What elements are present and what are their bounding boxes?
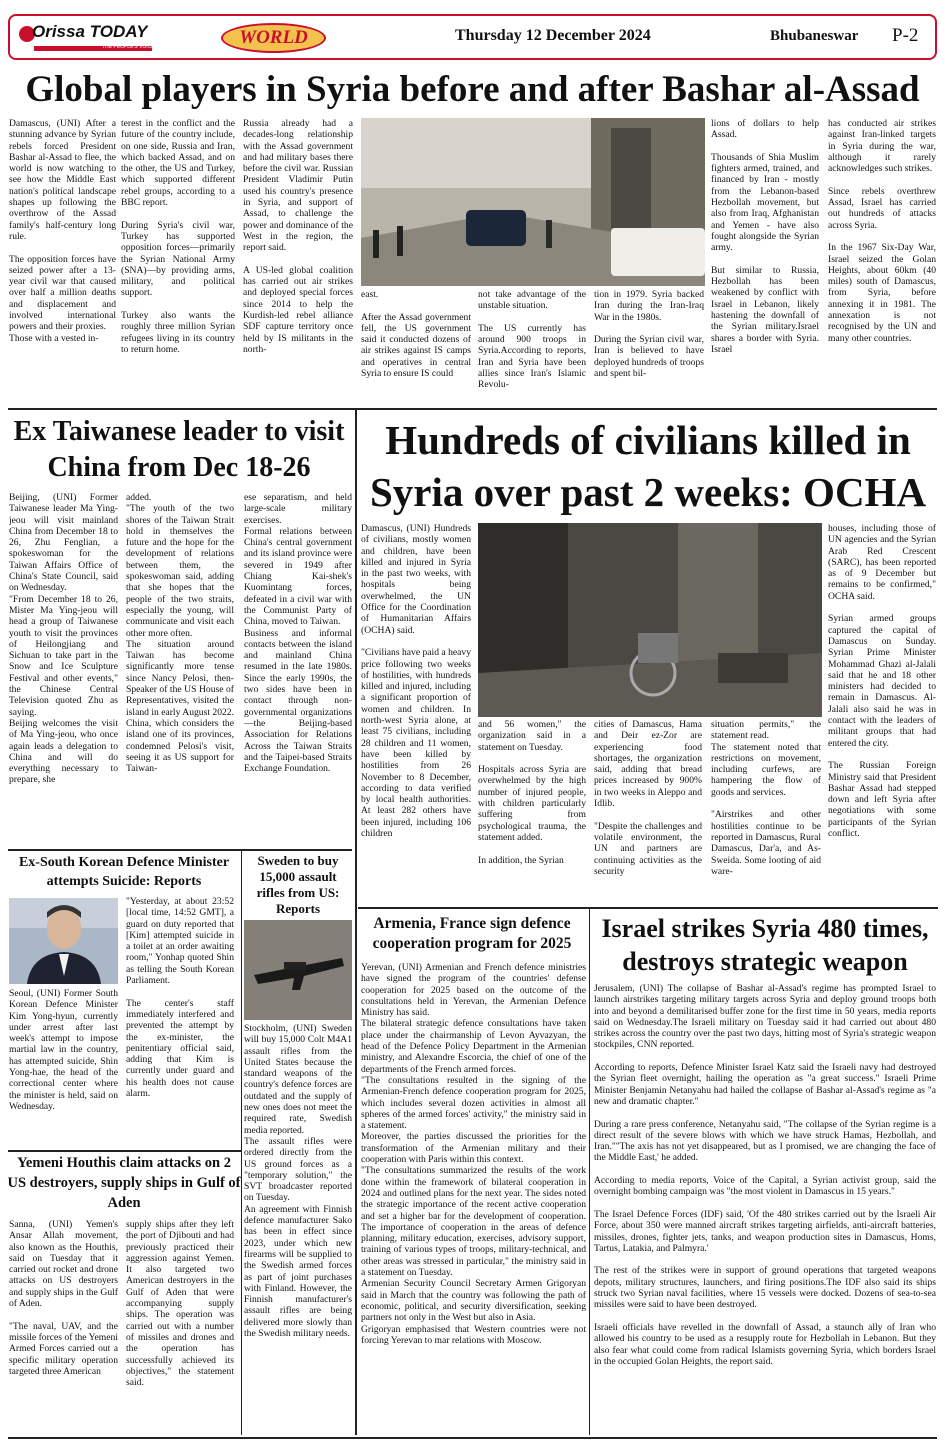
a6-col1: Stockholm, (UNI) Sweden will buy 15,000 Colt M4A1 assault rifles from the United States because the standard weapons of the country's defence forces are outdated and the supply of new ones does not meet the required rate, Swedish media reported. The assault rifles were ordered directly from the US ground forces as a "temporary solution," the SVT broadcaster reported on Tuesday. An agreement with Finnish defence manufacturer Sako has been in effect since 2023, under which new firearms will be supplied to the Swedish armed forces as part of joint purchases with Finland. However, the Finnish manufacturer's assault rifles are being delivered more slowly than the Swedish military needs. [244,1023,352,1340]
hospital-photo [478,523,822,717]
a3-col2: and 56 women," the organization said in a statement on Tuesday. Hospitals across Syria are overwhelmed by the high number of injured people, with children particularly suffering from psychological trauma, the statement added. In addition, the Syrian [478,719,586,866]
a1-col7: lions of dollars to help Assad. Thousands of Shia Muslim fighters armed, trained, and financed by Iran - mostly from the Lebanon-based Hezbollah movement, but also from Iraq, Afghanistan and Yemen - have also fought alongside the Syrian army. But similar to Russia, Hezbollah has been weakened by conflict with Israel in Lebanon, likely hastening the downfall of the Syrian military.Israel shares a border with Syria. Israel [711,118,819,355]
page-number: P-2 [892,25,919,46]
a4-photo [9,898,118,984]
divider-mid [358,907,938,909]
a2-col1: Beijing, (UNI) Former Taiwanese leader Ma Ying-jeou will visit mainland China from December 18 to 26, Zhu Fenglian, a spokeswoman for the Taiwan Affairs Office of China's State Council, said on Wednesday. "From December 18 to 26, Mister Ma Ying-jeou will head a group of Taiwanese youth to visit the provinces of Heilongjiang and Sichuan to take part in the Snow and Ice Sculpture Festival and other events," the Chinese Central Television quoted Zhu as saying. Beijing welcomes the visit of Ma Ying-jeou, who once again leads a delegation to China and will do everything necessary to prepare, she [9,492,118,786]
a1-photo [361,118,705,286]
portrait-photo [9,898,118,984]
a3-col1: Damascus, (UNI) Hundreds of civilians, mostly women and children, have been killed and injured in Syria in the past two weeks, with hospitals being overwhelmed, the UN Office for the Coordination of Humanitarian Affairs (OCHA) said. "Civilians have paid a heavy price following two weeks of hostilities, with hundreds killed and injured, including a significant proportion of women and children. In north-west Syria alone, at least 75 civilians, including 28 children and 11 women, have been killed by hostilities from 26 November to 8 December, according to data verified by local health authorities. At least 282 others have been injured, including 106 children [361,523,471,840]
masthead-date: Thursday 12 December 2024 [455,27,651,44]
divider-a8 [589,909,590,1435]
a1-col1: Damascus, (UNI) After a stunning advance by Syrian rebels forced President Bashar al-Assad to flee, the world is now watching to see how the Middle East nation's political landscape shapes up following the overthrow of the Assad family's half-century long rule. The opposition forces have seized power after a 13-year civil war that caused over half a million deaths and displacement and involved international powers and their proxies. Those with a vested in- [9,118,116,344]
divider-bottom [8,1437,937,1439]
logo [16,20,156,56]
a3-photo [478,523,822,717]
rifle-photo [244,920,352,1020]
divider-top [8,408,937,410]
a8-col1: Jerusalem, (UNI) The collapse of Bashar al-Assad's regime has prompted Israel to launch airstrikes targeting military targets across Syria and deploy ground troops both into and beyond a demilitarised buffer zone for the first time in 50 years, media reports said on Wednesday.The Israeli military on Tuesday said it had carried out about 480 strikes across the country over the past two days, hitting most of Syria's strategic weapon stockpiles, CNN reported. According to reports, Defence Minister Israel Katz said the Israeli navy had destroyed the Syrian fleet overnight, hailing the operation as "a great success." Israeli Prime Minister Benjamin Netanyahu had hailed the collapse of Bashar al-Assad's regime as "a new and dramatic chapter." During a rare press conference, Netanyahu said, "The collapse of the Syrian regime is a direct result of the severe blows with which we have struck Hamas, Hezbollah, and Iran.""The axis has not yet disappeared, but as I promised, we are changing the face of the Middle East,' he added. According to media reports, Voice of the Capital, a Syrian activist group, said the overnight bombing campaign was "the most violent in Damascus in 15 years." The Israel Defence Forces (IDF) said, 'Of the 480 strikes carried out by the Israeli Air Force, about 350 were manned aircraft strikes targeting airfields, anti-aircraft batteries, missiles, drones, fighter jets, tanks, and weapon production sites in Damascus, Homs, Tartus, Latakia, and Palmyra.' The rest of the strikes were in support of ground operations that targeted weapons depots, military structures, launchers, and firing positions.The IDF also said its ships struck two Syrian naval facilities, where 15 vessels were docked. Dozens of sea-to-sea missiles were said to have been destroyed. Israeli officials have revelled in the downfall of Assad, a staunch ally of Iran who allowed his country to be used as a resupply route for Hezbollah in Lebanon. But they also fear what could come from radical Islamists governing Syria, which borders Israel in the occupied Golan Heights, the report said. [594,983,936,1367]
a5-headline: Yemeni Houthis claim attacks on 2 US destroyers, supply ships in Gulf of Aden [7,1155,241,1211]
a1-col6: tion in 1979. Syria backed Iran during the Iran-Iraq War in the 1980s. During the Syrian civil war, Iran is believed to have deployed hundreds of troops and spent bil- [594,289,704,380]
logo-tagline: THE PEOPLE'S VOICE [102,44,155,50]
logo-text: Orissa TODAY [32,22,148,41]
masthead-city: Bhubaneswar [770,28,859,44]
section-badge [221,23,326,53]
street-scene-photo [361,118,705,286]
a4-headline: Ex-South Korean Defence Minister attempts Suicide: Reports [18,855,230,889]
a7-col1: Yerevan, (UNI) Armenian and French defence ministries have signed the program of the countries' defense cooperation for 2025 based on the outcome of the consultations held in Yerevan, the Armenian Defence Ministry has said. The bilateral strategic defence consultations have taken place under the chairmanship of Levon Ayvazyan, the head of the Defence Policy Department in the Armenian ministry, and Alexandre Escorcia, the chief of one of the departments of the French armed forces. "The consultations resulted in the signing of the Armenian-French defence cooperation program for 2025, which includes several dozen activities in almost all spheres of the armed forces' activity," the ministry said in a statement. Moreover, the parties discussed the priorities for the transformation of the Armenian military and their cooperation with Paris within this context. "The consultations summarized the results of the work done within the framework of bilateral cooperation in 2024 and outlined plans for the next year. The sides noted the strategic importance of the recent active cooperation and set a higher bar for the development of cooperation. The importance of cooperation in the areas of defence planning, military education, exercises, advisory support, training of various types of troops, military-technical, and other areas was stressed in particular," the ministry said in a statement on Tuesday. Armenian Security Council Secretary Armen Grigoryan said in March that the country was following the path of economic, political, and security diversification, seeking partners not only in the West but also in Asia. Grigoryan emphasised that Western countries were not forcing Yerevan to mar relations with Moscow. [361,962,586,1346]
a6-photo [244,920,352,1020]
a3-col5: houses, including those of UN agencies and the Syrian Arab Red Crescent (SARC), has been reported as of 9 December but remains to be confirmed," OCHA said. Syrian armed groups captured the capital of Damascus on Sunday. Syrian Prime Minister Mohammad Ghazi al-Jalali said that he and 18 other ministers had decided to remain in Damascus. Al-Jalali also said he was in contact with the leaders of militant groups that had entered the city. The Russian Foreign Ministry said that President Bashar Assad had stepped down and left Syria after negotiations with some participants of the Syrian conflict. [828,523,936,840]
a2-col3: ese separatism, and held large-scale military exercises. Formal relations between China's central government and its island province were severed in 1949 after Chiang Kai-shek's Kuomintang forces, defeated in a civil war with the Communist Party of China, moved to Taiwan. Business and informal contacts between the island and mainland China resumed in the late 1980s. Since the early 1990s, the two sides have been in contact through non-governmental organizations—the Beijing-based Association for Relations Across the Taiwan Straits and the Taipei-based Straits Exchange Foundation. [244,492,352,775]
a8-headline: Israel strikes Syria 480 times, destroys strategic weapon [601,914,929,976]
a1-col5: not take advantage of the unstable situation. The US currently has around 900 troops in Syria.According to reports, Iran and Syria have been allies since Iran's Islamic Revolu- [478,289,586,391]
a1-col3: Russia already had a decades-long relationship with the Assad government and had military bases there before the civil war. Russian President Vladimir Putin used his country's presence in Syria, and support of Assad, to challenge the power and dominance of the West in the region, the report said. A US-led global coalition has carried out air strikes and deployed special forces since 2014 to help the Kurdish-led rebel alliance SDF capture territory once held by IS militants in the north- [243,118,353,355]
a1-headline: Global players in Syria before and after Bashar al-Assad [25,69,920,110]
a5-col1: Sanna, (UNI) Yemen's Ansar Allah movement, also known as the Houthis, said on Tuesday that it carried out rocket and drone attacks on US destroyers and supply ships in the Gulf of Aden. "The naval, UAV, and the missile forces of the Yemeni Armed Forces carried out a specific military operation targeted three American [9,1219,118,1377]
a3-col3: cities of Damascus, Hama and Deir ez-Zor are experiencing food shortages, the organization said, adding that bread prices increased by 900% in two weeks in Aleppo and Idlib. "Despite the challenges and volatile environment, the UN and partners are continuing activities as the security [594,719,702,877]
a6-headline: Sweden to buy 15,000 assault rifles from US: Reports [256,853,340,916]
divider-a2 [8,849,352,851]
a3-headline: Hundreds of civilians killed in Syria over past 2 weeks: OCHA [369,417,927,515]
a1-col2: terest in the conflict and the future of the country include, on one side, Russia and Iran, which backed Assad, and on the other, the US and Turkey, which supported different rebel groups, according to a BBC report. During Syria's civil war, Turkey has supported opposition forces—primarily the Syrian National Army (SNA)—by providing arms, military, and political support. Turkey also wants the roughly three million Syrian refugees living in its country to return home. [121,118,235,355]
a1-col4: east. After the Assad government fell, the US government said it conducted dozens of air strikes against IS camps and operatives in central Syria to ensure IS could [361,289,471,380]
a1-col8: has conducted air strikes against Iran-linked targets in Syria during the war, although it rarely acknowledges such strikes. Since rebels overthrew Assad, Israel has carried out hundreds of attacks across Syria. In the 1967 Six-Day War, Israel seized the Golan Heights, about 60km (40 miles) south of Damascus, from Syria, before annexing it in 1981. The annexation is not recognised by the UN and many other countries. [828,118,936,344]
a5-col2: supply ships after they left the port of Djibouti and had previously practiced their aggression against Yemen. It also targeted two American destroyers in the Gulf of Aden that were accompanying supply ships. The operation was carried out with a number of missiles and drones and the operation has successfully achieved its objectives," the statement said. [126,1219,234,1389]
divider-a4 [8,1150,242,1152]
a2-col2: added. "The youth of the two shores of the Taiwan Strait hold in themselves the future and the hope for the development of relations between them, the spokeswoman said, adding that she hopes that the people of the two straits, especially the young, will communicate and visit each other more often. The situation around Taiwan has become significantly more tense since Nancy Pelosi, then-Speaker of the US House of Representatives, visited the island in early August 2022. China, which considers the island one of its provinces, condemned Pelosi's visit, seeing it as US support for Taiwan- [126,492,234,775]
a3-col4: situation permits," the statement read. The statement noted that restrictions on movement, including curfews, are hampering the flow of goods and services. "Airstrikes and other hostilities continue to be reported in Damascus, Rural Damascus, Dar'a, and As-Sweida. Some looting of aid ware- [711,719,821,877]
divider-vertical [355,410,357,1435]
a4-col2: "Yesterday, at about 23:52 [local time, 14:52 GMT], a guard on duty reported that [Kim] attempted suicide in a toilet at an order awaiting room," Yonhap quoted Shin as telling the South Korean Parliament. The center's staff immediately interfered and prevented the attempt by the ex-minister, the penitentiary official said, adding that Kim is currently under guard and his health does not cause alarm. [126,896,234,1100]
section-label: WORLD [239,27,308,48]
masthead [8,14,937,60]
a7-headline: Armenia, France sign defence cooperation program for 2025 [372,915,572,952]
divider-a6 [241,851,242,1435]
a2-headline: Ex Taiwanese leader to visit China from Dec 18-26 [13,416,345,483]
a4-col1: Seoul, (UNI) Former South Korean Defence Minister Kim Yong-hyun, currently under arrest after last week's attempt to impose martial law in the country, has attempted suicide, Shin Yong-hae, the head of the correctional center where the minister is held, said on Wednesday. [9,988,118,1112]
